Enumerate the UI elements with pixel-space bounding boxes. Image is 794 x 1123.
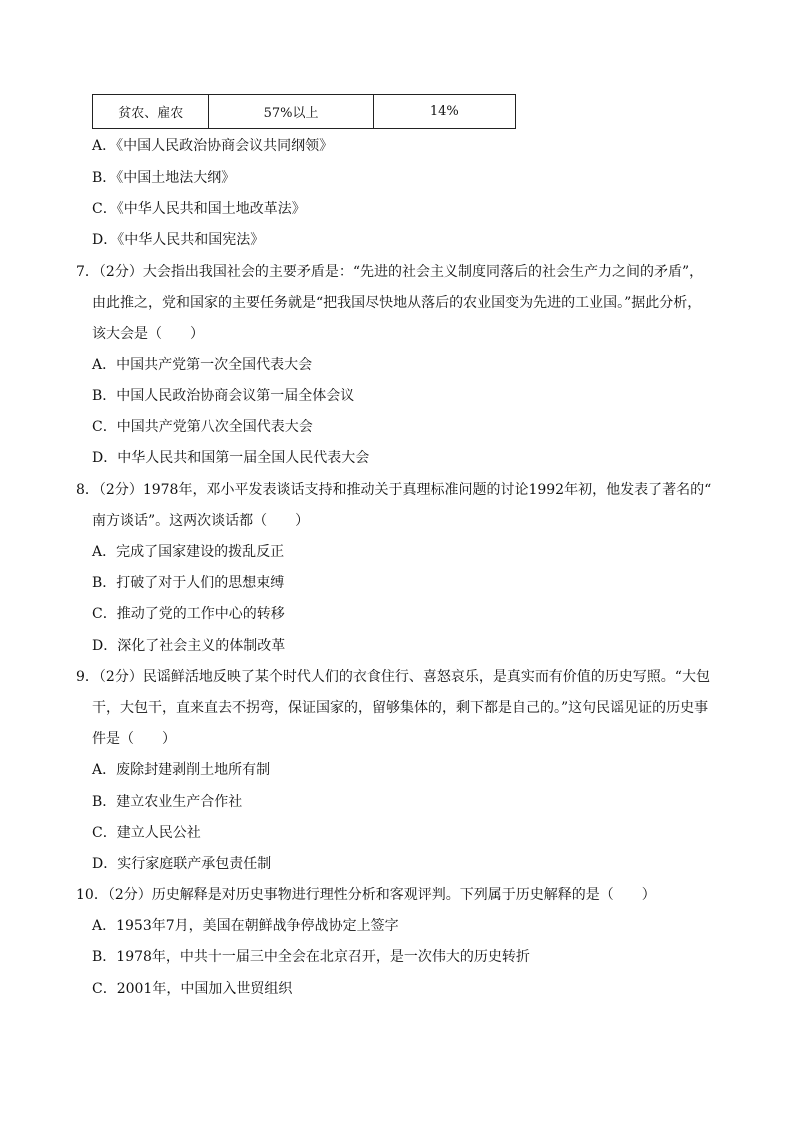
q6-option-b: B．《中国土地法大纲》 [92,170,236,186]
q7-option-b: B．中国人民政治协商会议第一届全体会议 [92,388,355,404]
q10-option-b: B．1978年，中共十一届三中全会在北京召开，是一次伟大的历史转折 [92,949,530,965]
table-row [93,95,516,129]
q8-option-b: B．打破了对于人们的思想束缚 [92,575,285,591]
q9-option-b: B．建立农业生产合作社 [92,794,243,810]
q6-option-d: D．《中华人民共和国宪法》 [92,232,265,248]
q9-stem-line-3: 件是（ ） [92,731,176,747]
q7-stem-line-2: 由此推之，党和国家的主要任务就是“把我国尽快地从落后的农业国变为先进的工业国。”据此分析， [92,295,702,311]
q10-option-a: A．1953年7月，美国在朝鲜战争停战协定上签字 [92,918,399,934]
q9-option-c: C．建立人民公社 [92,825,201,841]
q8-option-c: C．推动了党的工作中心的转移 [92,606,285,622]
q7-stem-line-3: 该大会是（ ） [92,326,204,342]
q9-stem-line-2: 干，大包干，直来直去不拐弯，保证国家的，留够集体的，剩下都是自己的。”这句民谣见证的历史事 [92,700,709,716]
q9-stem-line-1: 9．（2分）民谣鲜活地反映了某个时代人们的衣食住行、喜怒哀乐，是真实而有价值的历史写照。“大包 [76,669,710,685]
q8-option-a: A．完成了国家建设的拨乱反正 [92,544,285,560]
q7-option-c: C．中国共产党第八次全国代表大会 [92,419,313,435]
q7-stem-line-1: 7．（2分）大会指出我国社会的主要矛盾是：“先进的社会主义制度同落后的社会生产力之间的矛盾”， [76,264,704,280]
q8-stem-line-1: 8．（2分）1978年，邓小平发表谈话支持和推动关于真理标准问题的讨论1992年初，他发表了著名的“ [76,482,712,498]
table-cell-land: 14% [373,95,515,129]
q9-option-a: A．废除封建剥削土地所有制 [92,762,271,778]
q7-option-a: A．中国共产党第一次全国代表大会 [92,357,313,373]
q8-stem-line-2: 南方谈话”。这两次谈话都（ ） [92,513,310,529]
q7-option-d: D．中华人民共和国第一届全国人民代表大会 [92,450,370,466]
land-ownership-table [92,94,516,129]
q10-option-c: C．2001年，中国加入世贸组织 [92,981,293,997]
q6-option-c: C．《中华人民共和国土地改革法》 [92,201,306,217]
table-cell-class: 贫农、雇农 [93,95,209,129]
table-cell-population: 57%以上 [209,95,373,129]
q6-option-a: A．《中国人民政治协商会议共同纲领》 [92,138,334,154]
q9-option-d: D．实行家庭联产承包责任制 [92,856,272,872]
q8-option-d: D．深化了社会主义的体制改革 [92,638,286,654]
q10-stem-line-1: 10．（2分）历史解释是对历史事物进行理性分析和客观评判。下列属于历史解释的是（ ） [76,887,656,903]
